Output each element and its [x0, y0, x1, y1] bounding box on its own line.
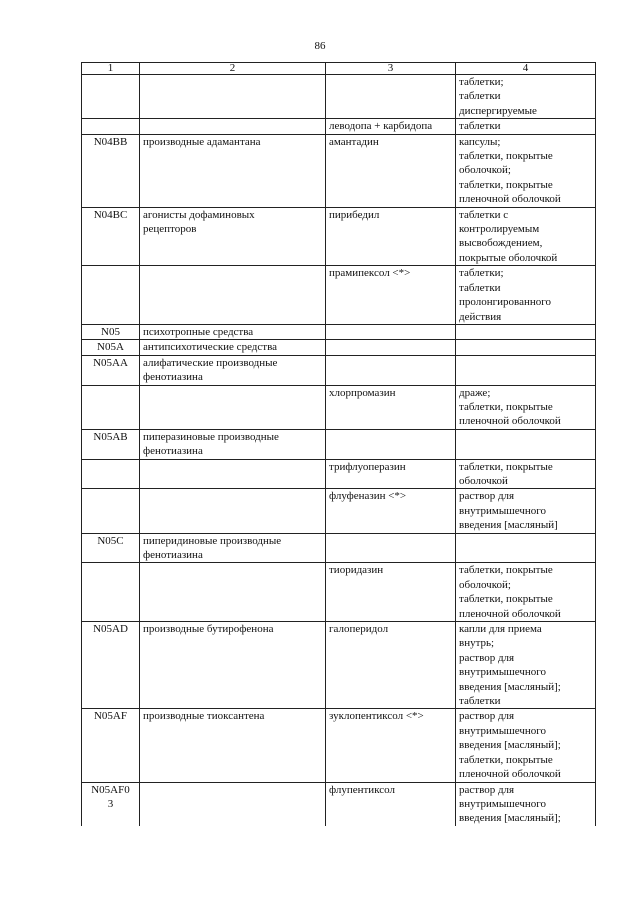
atc-code-cell: N05AD	[82, 622, 140, 709]
pharmacological-group-cell	[140, 385, 326, 429]
drug-name-cell	[326, 355, 456, 385]
pharmacological-group-cell: психотропные средства	[140, 324, 326, 339]
dosage-form-cell	[456, 340, 596, 355]
drug-name-cell: галоперидол	[326, 622, 456, 709]
table-row	[82, 119, 596, 134]
drug-name-cell: леводопа + карбидопа	[326, 119, 456, 134]
column-header-2: 2	[140, 63, 326, 75]
pharmacological-group-cell	[140, 563, 326, 622]
table-row	[82, 622, 596, 709]
drug-name-cell	[326, 533, 456, 563]
pharmacological-group-cell: пиперидиновые производные фенотиазина	[140, 533, 326, 563]
atc-code-cell	[82, 563, 140, 622]
atc-code-cell: N05AA	[82, 355, 140, 385]
table-row	[82, 782, 596, 826]
pharmacological-group-cell	[140, 75, 326, 119]
pharmacological-group-cell: агонисты дофаминовых рецепторов	[140, 207, 326, 266]
pharmacological-group-cell	[140, 119, 326, 134]
atc-code-cell: N05AB	[82, 429, 140, 459]
atc-code-cell: N05A	[82, 340, 140, 355]
atc-code-cell	[82, 119, 140, 134]
table-row	[82, 266, 596, 325]
atc-code-cell	[82, 489, 140, 533]
dosage-form-cell: таблетки; таблетки диспергируемые	[456, 75, 596, 119]
drug-name-cell	[326, 340, 456, 355]
page-number: 86	[314, 40, 326, 52]
atc-code-cell: N05	[82, 324, 140, 339]
column-header-3: 3	[326, 63, 456, 75]
drug-name-cell: зуклопентиксол <*>	[326, 709, 456, 782]
table-row	[82, 207, 596, 266]
drug-name-cell: амантадин	[326, 134, 456, 207]
table-row	[82, 489, 596, 533]
dosage-form-cell: таблетки, покрытые оболочкой	[456, 459, 596, 489]
atc-code-cell	[82, 385, 140, 429]
table-row	[82, 385, 596, 429]
drug-name-cell: хлорпромазин	[326, 385, 456, 429]
table-row	[82, 533, 596, 563]
table-row	[82, 134, 596, 207]
dosage-form-cell: таблетки, покрытые оболочкой; таблетки, покрытые пленочной оболочкой	[456, 563, 596, 622]
pharmacological-group-cell	[140, 782, 326, 826]
drug-name-cell: трифлуоперазин	[326, 459, 456, 489]
dosage-form-cell: раствор для внутримышечного введения [масляный];	[456, 782, 596, 826]
atc-code-cell	[82, 266, 140, 325]
dosage-form-cell	[456, 429, 596, 459]
table-row	[82, 429, 596, 459]
table-row	[82, 709, 596, 782]
dosage-form-cell: драже; таблетки, покрытые пленочной оболочкой	[456, 385, 596, 429]
table-row	[82, 459, 596, 489]
table-row	[82, 324, 596, 339]
pharmacological-group-cell: производные адамантана	[140, 134, 326, 207]
dosage-form-cell: таблетки с контролируемым высвобождением, покрытые оболочкой	[456, 207, 596, 266]
dosage-form-cell: раствор для внутримышечного введения [масляный]; таблетки, покрытые пленочной оболочкой	[456, 709, 596, 782]
drug-name-cell: прамипексол <*>	[326, 266, 456, 325]
pharmacological-group-cell	[140, 459, 326, 489]
drug-name-cell	[326, 429, 456, 459]
pharmacological-group-cell: алифатические производные фенотиазина	[140, 355, 326, 385]
atc-code-cell	[82, 75, 140, 119]
dosage-form-cell: таблетки	[456, 119, 596, 134]
table-row	[82, 563, 596, 622]
dosage-form-cell: капли для приема внутрь; раствор для внутримышечного введения [масляный]; таблетки	[456, 622, 596, 709]
table-row	[82, 75, 596, 119]
drug-name-cell: флупентиксол	[326, 782, 456, 826]
column-header-4: 4	[456, 63, 596, 75]
pharmacological-group-cell: производные тиоксантена	[140, 709, 326, 782]
column-header-1: 1	[82, 63, 140, 75]
drug-table	[81, 62, 596, 826]
atc-code-cell	[82, 459, 140, 489]
dosage-form-cell: раствор для внутримышечного введения [масляный]	[456, 489, 596, 533]
pharmacological-group-cell: производные бутирофенона	[140, 622, 326, 709]
dosage-form-cell	[456, 324, 596, 339]
pharmacological-group-cell	[140, 266, 326, 325]
atc-code-cell: N05AF0 3	[82, 782, 140, 826]
atc-code-cell: N05AF	[82, 709, 140, 782]
drug-name-cell	[326, 324, 456, 339]
pharmacological-group-cell	[140, 489, 326, 533]
dosage-form-cell	[456, 355, 596, 385]
dosage-form-cell: таблетки; таблетки пролонгированного действия	[456, 266, 596, 325]
atc-code-cell: N04BB	[82, 134, 140, 207]
drug-name-cell: пирибедил	[326, 207, 456, 266]
dosage-form-cell	[456, 533, 596, 563]
table-row	[82, 355, 596, 385]
dosage-form-cell: капсулы; таблетки, покрытые оболочкой; таблетки, покрытые пленочной оболочкой	[456, 134, 596, 207]
pharmacological-group-cell: антипсихотические средства	[140, 340, 326, 355]
drug-name-cell	[326, 75, 456, 119]
drug-name-cell: тиоридазин	[326, 563, 456, 622]
table-header-row	[82, 63, 596, 75]
drug-name-cell: флуфеназин <*>	[326, 489, 456, 533]
atc-code-cell: N05C	[82, 533, 140, 563]
table-row	[82, 340, 596, 355]
atc-code-cell: N04BC	[82, 207, 140, 266]
pharmacological-group-cell: пиперазиновые производные фенотиазина	[140, 429, 326, 459]
